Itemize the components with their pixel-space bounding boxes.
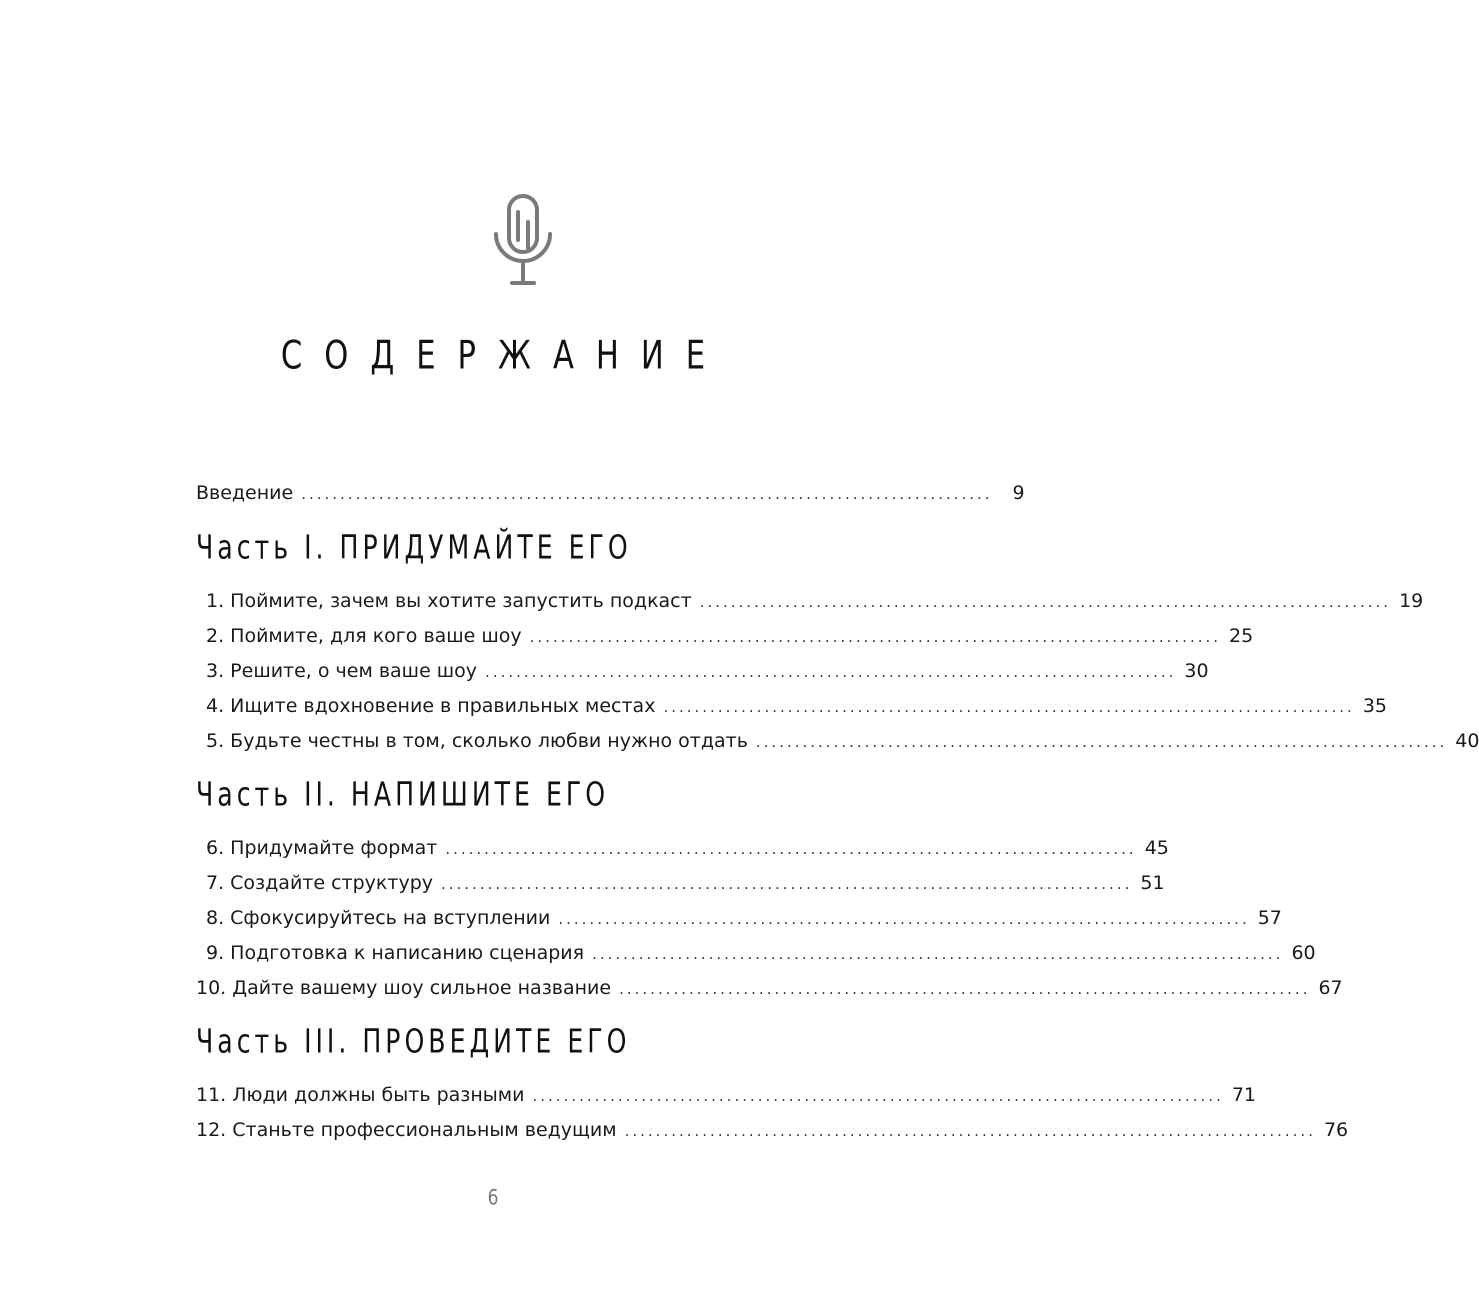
toc-label: 2. Поймите, для кого ваше шоу: [206, 625, 522, 647]
page-number: 6: [487, 1185, 499, 1211]
toc-page: 67: [1318, 977, 1343, 999]
toc-label: 4. Ищите вдохновение в правильных местах: [206, 695, 656, 717]
toc-label: 7. Создайте структуру: [206, 872, 433, 894]
part-heading-1: Часть I. ПРИДУМАЙТЕ ЕГО: [196, 527, 632, 567]
toc-row[interactable]: [196, 901, 1282, 936]
toc-leader: .........................................................................................: [624, 1122, 1316, 1140]
toc-page: 71: [1231, 1084, 1257, 1106]
toc-row[interactable]: [196, 619, 1254, 654]
toc-page: 51: [1140, 872, 1165, 894]
toc-label: 1. Поймите, зачем вы хотите запустить подкаст: [206, 590, 692, 612]
toc-label: 10. Дайте вашему шоу сильное название: [196, 977, 612, 999]
toc-row[interactable]: [196, 936, 1316, 971]
toc-label: 5. Будьте честны в том, сколько любви нужно отдать: [206, 730, 748, 752]
toc-label: 3. Решите, о чем ваше шоу: [206, 660, 478, 682]
toc-leader: .........................................................................................: [445, 840, 1137, 858]
toc-page: 60: [1291, 942, 1316, 964]
part-heading-2: Часть II. НАПИШИТЕ ЕГО: [196, 774, 610, 814]
part-heading-3: Часть III. ПРОВЕДИТЕ ЕГО: [196, 1021, 631, 1061]
toc-row[interactable]: [196, 1113, 1349, 1148]
toc-label: 12. Станьте профессиональным ведущим: [196, 1119, 617, 1141]
toc-page: 35: [1362, 695, 1387, 717]
toc-leader: .........................................................................................: [301, 485, 993, 503]
toc-label: 8. Сфокусируйтесь на вступлении: [206, 907, 551, 929]
toc-leader: .........................................................................................: [532, 1087, 1224, 1105]
toc-page: 57: [1257, 907, 1282, 929]
toc-row[interactable]: [196, 689, 1387, 724]
toc-page: 45: [1144, 837, 1169, 859]
toc-label: 11. Люди должны быть разными: [196, 1084, 525, 1106]
toc-label: 9. Подготовка к написанию сценария: [206, 942, 585, 964]
toc-leader: .........................................................................................: [441, 875, 1133, 893]
page-title: СОДЕРЖАНИЕ: [280, 333, 728, 379]
toc-page: 76: [1323, 1119, 1349, 1141]
toc-row[interactable]: [196, 654, 1209, 689]
toc-leader: .........................................................................................: [485, 663, 1177, 681]
toc-page: 19: [1399, 590, 1424, 612]
toc-leader: .........................................................................................: [663, 698, 1355, 716]
toc-row[interactable]: [196, 866, 1165, 901]
toc-leader: .........................................................................................: [592, 945, 1284, 963]
toc-leader: .........................................................................................: [529, 628, 1222, 646]
toc-label: 6. Придумайте формат: [206, 837, 438, 859]
toc-page: 40: [1455, 730, 1479, 752]
toc-page: 30: [1184, 660, 1209, 682]
toc-leader: .........................................................................................: [699, 593, 1392, 611]
toc-leader: .........................................................................................: [619, 980, 1311, 998]
table-of-contents: [196, 476, 1479, 1148]
toc-leader: .........................................................................................: [755, 733, 1448, 751]
toc-page: 25: [1229, 625, 1254, 647]
toc-label: Введение: [196, 482, 294, 504]
toc-leader: .........................................................................................: [558, 910, 1250, 928]
toc-page: 9: [1012, 482, 1025, 504]
microphone-icon: [490, 188, 556, 288]
